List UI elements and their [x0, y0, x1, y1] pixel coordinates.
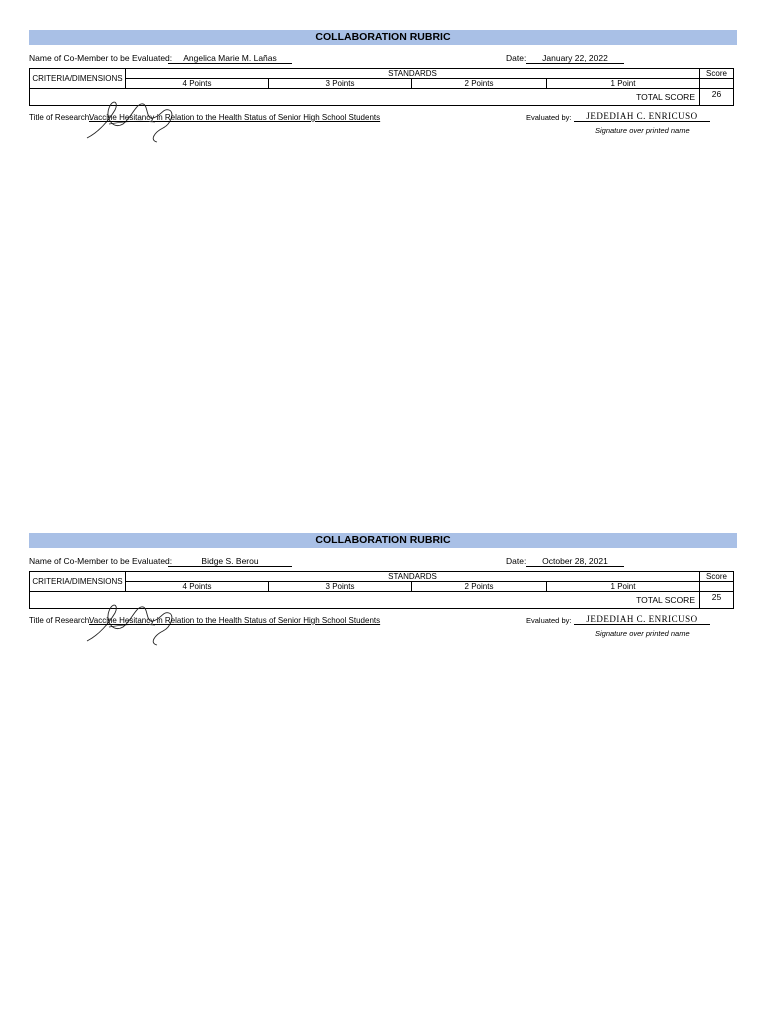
points-3-header: 3 Points — [269, 582, 412, 592]
member-name-label: Name of Co-Member to be Evaluated: — [29, 556, 173, 566]
score-header-blank — [700, 582, 734, 592]
points-2-header: 2 Points — [412, 582, 547, 592]
research-title-label: Title of Research: — [29, 616, 92, 625]
points-2-header: 2 Points — [412, 79, 547, 89]
rubric-title-banner: COLLABORATION RUBRIC — [29, 533, 737, 548]
evaluation-info — [29, 51, 737, 67]
research-title-value: Vaccine Hesitancy in Relation to the Health Status of Senior High School Students — [89, 616, 381, 625]
points-1-header: 1 Point — [547, 582, 700, 592]
date-label: Date: — [506, 556, 527, 566]
evaluator-name: JEDEDIAH C. ENRICUSO — [574, 111, 710, 122]
signature-caption: Signature over printed name — [595, 629, 690, 638]
score-header-blank — [700, 79, 734, 89]
points-4-header: 4 Points — [126, 79, 269, 89]
points-4-header: 4 Points — [126, 582, 269, 592]
member-name-label: Name of Co-Member to be Evaluated: — [29, 53, 173, 63]
rubric-form — [29, 533, 737, 639]
research-title-value: Vaccine Hesitancy in Relation to the Health Status of Senior High School Students — [89, 113, 381, 122]
member-name-value: Bidge S. Berou — [168, 556, 292, 567]
standards-header: STANDARDS — [126, 69, 700, 79]
evaluated-by-label: Evaluated by: — [526, 616, 572, 625]
date-value: October 28, 2021 — [526, 556, 624, 567]
rubric-form — [29, 30, 737, 136]
score-header: Score — [700, 572, 734, 582]
total-score-value: 25 — [700, 592, 734, 609]
signature-caption: Signature over printed name — [595, 126, 690, 135]
total-score-value: 26 — [700, 89, 734, 106]
standards-header: STANDARDS — [126, 572, 700, 582]
criteria-header: CRITERIA/DIMENSIONS — [30, 572, 126, 592]
total-score-label: TOTAL SCORE — [30, 592, 700, 609]
evaluation-info — [29, 554, 737, 570]
date-label: Date: — [506, 53, 527, 63]
total-score-label: TOTAL SCORE — [30, 89, 700, 106]
evaluated-by-label: Evaluated by: — [526, 113, 572, 122]
rubric-footer — [29, 609, 737, 639]
rubric-title-banner: COLLABORATION RUBRIC — [29, 30, 737, 45]
date-value: January 22, 2022 — [526, 53, 624, 64]
points-1-header: 1 Point — [547, 79, 700, 89]
member-name-value: Angelica Marie M. Lañas — [168, 53, 292, 64]
research-title-label: Title of Research: — [29, 113, 92, 122]
criteria-header: CRITERIA/DIMENSIONS — [30, 69, 126, 89]
rubric-footer — [29, 106, 737, 136]
evaluator-name: JEDEDIAH C. ENRICUSO — [574, 614, 710, 625]
score-header: Score — [700, 69, 734, 79]
points-3-header: 3 Points — [269, 79, 412, 89]
